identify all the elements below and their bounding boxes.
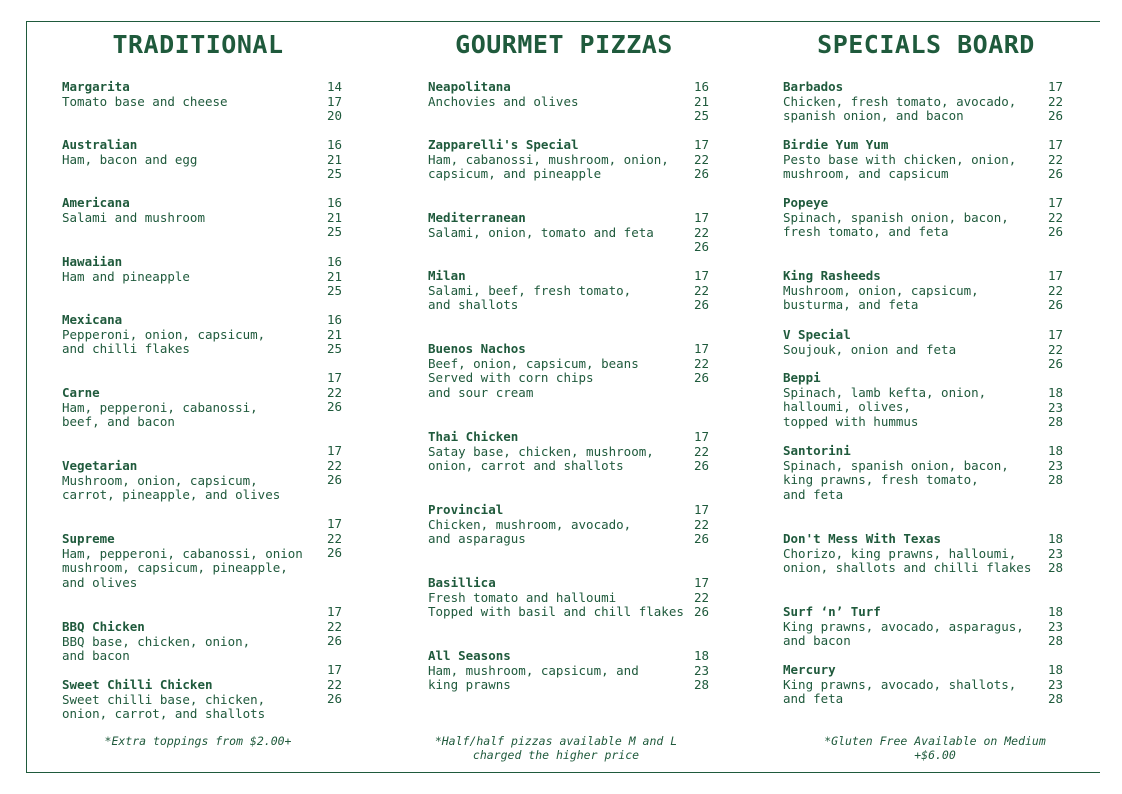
menu-item (783, 371, 986, 429)
price: 25 (327, 341, 343, 357)
price: 16 (327, 254, 343, 269)
price: 16 (327, 137, 343, 152)
price: 28 (694, 677, 710, 693)
pizza-description: Salami and mushroom (62, 209, 205, 225)
menu-item (62, 678, 265, 722)
price: 17 (694, 341, 710, 356)
pizza-name: Provincial (428, 502, 504, 517)
price: 23 (1048, 399, 1064, 415)
price: 16 (327, 195, 343, 210)
pizza-name: Mercury (783, 662, 836, 677)
menu-item (428, 138, 669, 182)
price-group (1048, 444, 1063, 488)
pizza-description: BBQ base, chicken, onion, and bacon (62, 633, 251, 664)
price: 21 (327, 268, 343, 284)
price-group (1048, 532, 1063, 576)
price: 18 (1048, 385, 1064, 400)
menu-item (783, 444, 1009, 502)
price-group (694, 269, 709, 313)
price: 21 (327, 326, 343, 342)
menu-item (428, 80, 579, 109)
pizza-description: King prawns, avocado, asparagus, and bacon (783, 618, 1024, 649)
price-group (1048, 269, 1063, 313)
pizza-name: Don't Mess With Texas (783, 531, 942, 546)
pizza-name: Surf ‘n’ Turf (783, 604, 881, 619)
price: 17 (694, 137, 710, 152)
price-group (694, 576, 709, 620)
price: 23 (1048, 676, 1064, 692)
pizza-name: BBQ Chicken (62, 619, 145, 634)
price: 21 (327, 151, 343, 167)
price: 17 (327, 370, 343, 385)
price: 22 (694, 443, 710, 459)
heading-specials-board: SPECIALS BOARD (817, 30, 1035, 59)
pizza-name: V Special (783, 327, 851, 342)
pizza-description: Sweet chilli base, chicken, onion, carrot, and shallots (62, 691, 266, 722)
price: 25 (327, 166, 343, 182)
price: 28 (1048, 414, 1064, 430)
price: 18 (1048, 662, 1064, 677)
pizza-name: King Rasheeds (783, 268, 881, 283)
price: 26 (327, 399, 343, 415)
price-group (1048, 328, 1063, 372)
menu-item (62, 532, 303, 590)
price: 23 (1048, 618, 1064, 634)
price: 21 (327, 209, 343, 225)
price-group (694, 503, 709, 547)
pizza-name: Popeye (783, 195, 829, 210)
pizza-name: Mediterranean (428, 210, 526, 225)
price: 17 (327, 662, 343, 677)
price: 14 (327, 79, 343, 94)
menu-item (783, 138, 1016, 182)
price: 17 (694, 268, 710, 283)
price: 22 (1048, 209, 1064, 225)
pizza-description: Fresh tomato and halloumi Topped with basil and chill flakes (428, 589, 684, 620)
price: 26 (1048, 108, 1064, 124)
pizza-name: Milan (428, 268, 466, 283)
price-group (1048, 138, 1063, 182)
price: 28 (1048, 633, 1064, 649)
pizza-description: Pesto base with chicken, onion, mushroom, and capsicum (783, 151, 1017, 182)
menu-item (783, 269, 979, 313)
menu-item (428, 576, 684, 620)
price: 26 (694, 239, 710, 255)
pizza-description: Chicken, fresh tomato, avocado, spanish onion, and bacon (783, 93, 1017, 124)
price: 26 (327, 691, 343, 707)
menu-item (62, 459, 280, 503)
price: 17 (327, 516, 343, 531)
menu-item (62, 255, 190, 284)
price: 26 (327, 545, 343, 561)
menu-item (783, 605, 1024, 649)
pizza-description: Beef, onion, capsicum, beans Served with corn chips and sour cream (428, 355, 639, 400)
price-group (327, 138, 342, 182)
price-group (694, 211, 709, 255)
price: 26 (1048, 224, 1064, 240)
price: 16 (327, 312, 343, 327)
price: 25 (327, 224, 343, 240)
price-group (694, 342, 709, 386)
price: 26 (1048, 297, 1064, 313)
price: 22 (694, 355, 710, 371)
price-group (1048, 80, 1063, 124)
price-group (327, 80, 342, 124)
note-half-half: *Half/half pizzas available M and L charged the higher price (434, 734, 678, 762)
price: 22 (694, 282, 710, 298)
price: 22 (694, 589, 710, 605)
price: 17 (327, 93, 343, 109)
pizza-description: Spinach, spanish onion, bacon, fresh tomato, and feta (783, 209, 1009, 240)
pizza-name: Mexicana (62, 312, 123, 327)
price: 22 (694, 151, 710, 167)
menu-item (62, 620, 250, 664)
price-group (694, 430, 709, 474)
price: 26 (694, 531, 710, 547)
menu-item (783, 80, 1016, 124)
pizza-description: King prawns, avocado, shallots, and feta (783, 676, 1017, 707)
price: 18 (1048, 531, 1064, 546)
menu-item (428, 342, 639, 400)
price-group (1048, 605, 1063, 649)
pizza-name: Margarita (62, 79, 130, 94)
pizza-description: Chicken, mushroom, avocado, and asparagus (428, 516, 632, 547)
price: 25 (694, 108, 710, 124)
menu-item (783, 532, 1031, 576)
price-group (694, 80, 709, 124)
pizza-name: Americana (62, 195, 130, 210)
price: 20 (327, 108, 343, 124)
pizza-name: Sweet Chilli Chicken (62, 677, 213, 692)
menu-item (428, 649, 639, 693)
price: 28 (1048, 560, 1064, 576)
price: 22 (327, 530, 343, 546)
menu-item (428, 503, 631, 547)
price: 22 (1048, 282, 1064, 298)
price-group (327, 444, 342, 488)
pizza-description: Ham, pepperoni, cabanossi, beef, and bacon (62, 399, 258, 430)
price-group (1048, 663, 1063, 707)
price: 17 (1048, 327, 1064, 342)
pizza-description: Ham, pepperoni, cabanossi, onion mushroom, capsicum, pineapple, and olives (62, 545, 303, 590)
menu-item (62, 313, 265, 357)
price-group (327, 517, 342, 561)
price: 22 (327, 618, 343, 634)
pizza-description: Satay base, chicken, mushroom, onion, carrot and shallots (428, 443, 654, 474)
menu-item (428, 430, 654, 474)
pizza-description: Ham, mushroom, capsicum, and king prawns (428, 662, 639, 693)
pizza-description: Ham, bacon and egg (62, 151, 198, 167)
menu-item (428, 211, 654, 240)
pizza-name: Barbados (783, 79, 844, 94)
pizza-description: Anchovies and olives (428, 93, 579, 109)
menu-item (783, 328, 956, 357)
price: 23 (694, 662, 710, 678)
pizza-description: Pepperoni, onion, capsicum, and chilli flakes (62, 326, 266, 357)
price: 26 (694, 370, 710, 386)
price-group (327, 371, 342, 415)
price: 18 (1048, 604, 1064, 619)
price: 17 (694, 575, 710, 590)
price: 17 (694, 210, 710, 225)
price: 22 (1048, 341, 1064, 357)
price: 22 (327, 676, 343, 692)
price: 22 (327, 457, 343, 473)
pizza-description: Mushroom, onion, capsicum, busturma, and feta (783, 282, 979, 313)
pizza-name: All Seasons (428, 648, 511, 663)
price-group (327, 255, 342, 299)
note-extra-toppings: *Extra toppings from $2.00+ (104, 734, 292, 748)
price: 26 (694, 604, 710, 620)
pizza-name: Basillica (428, 575, 496, 590)
price-group (694, 649, 709, 693)
pizza-name: Australian (62, 137, 138, 152)
pizza-name: Birdie Yum Yum (783, 137, 889, 152)
price: 17 (327, 443, 343, 458)
price: 18 (694, 648, 710, 663)
pizza-description: Tomato base and cheese (62, 93, 228, 109)
menu-item (783, 196, 1009, 240)
menu-item (62, 80, 228, 109)
pizza-name: Santorini (783, 443, 851, 458)
heading-traditional: TRADITIONAL (112, 30, 284, 59)
price-group (1048, 196, 1063, 240)
price-group (327, 663, 342, 707)
price: 26 (1048, 166, 1064, 182)
price: 17 (327, 604, 343, 619)
heading-gourmet-pizzas: GOURMET PIZZAS (455, 30, 673, 59)
price: 25 (327, 283, 343, 299)
menu-item (62, 386, 258, 430)
pizza-name: Supreme (62, 531, 115, 546)
price: 22 (1048, 151, 1064, 167)
price: 22 (694, 224, 710, 240)
pizza-description: Soujouk, onion and feta (783, 341, 957, 357)
menu-item (62, 138, 197, 167)
price: 26 (694, 297, 710, 313)
price: 23 (1048, 457, 1064, 473)
pizza-description: Chorizo, king prawns, halloumi, onion, shallots and chilli flakes (783, 545, 1032, 576)
price: 28 (1048, 691, 1064, 707)
price-group (327, 196, 342, 240)
price: 26 (694, 166, 710, 182)
pizza-name: Beppi (783, 370, 821, 385)
price: 22 (694, 516, 710, 532)
price: 17 (694, 429, 710, 444)
pizza-name: Hawaiian (62, 254, 123, 269)
price-group (327, 605, 342, 649)
price-group (1048, 386, 1063, 430)
price: 17 (1048, 137, 1064, 152)
menu-item (62, 196, 205, 225)
menu-item (428, 269, 631, 313)
price: 26 (1048, 356, 1064, 372)
price: 16 (694, 79, 710, 94)
pizza-name: Thai Chicken (428, 429, 519, 444)
pizza-name: Zapparelli's Special (428, 137, 579, 152)
pizza-description: Ham, cabanossi, mushroom, onion, capsicum, and pineapple (428, 151, 669, 182)
menu-item (783, 663, 1016, 707)
price: 23 (1048, 545, 1064, 561)
pizza-description: Spinach, lamb kefta, onion, halloumi, olives, topped with hummus (783, 384, 987, 429)
note-gluten-free: *Gluten Free Available on Medium +$6.00 (824, 734, 1046, 762)
pizza-description: Salami, onion, tomato and feta (428, 224, 654, 240)
price: 17 (1048, 79, 1064, 94)
pizza-name: Carne (62, 385, 100, 400)
price: 28 (1048, 472, 1064, 488)
price-group (694, 138, 709, 182)
price: 22 (1048, 93, 1064, 109)
pizza-name: Vegetarian (62, 458, 138, 473)
pizza-description: Mushroom, onion, capsicum, carrot, pineapple, and olives (62, 472, 281, 503)
price: 18 (1048, 443, 1064, 458)
price: 17 (1048, 268, 1064, 283)
price: 26 (327, 472, 343, 488)
price: 22 (327, 384, 343, 400)
price: 26 (327, 633, 343, 649)
price: 21 (694, 93, 710, 109)
pizza-name: Neapolitana (428, 79, 511, 94)
pizza-description: Salami, beef, fresh tomato, and shallots (428, 282, 632, 313)
price: 17 (1048, 195, 1064, 210)
price: 26 (694, 458, 710, 474)
price: 17 (694, 502, 710, 517)
pizza-name: Buenos Nachos (428, 341, 526, 356)
pizza-description: Spinach, spanish onion, bacon, king prawns, fresh tomato, and feta (783, 457, 1009, 502)
pizza-description: Ham and pineapple (62, 268, 190, 284)
price-group (327, 313, 342, 357)
